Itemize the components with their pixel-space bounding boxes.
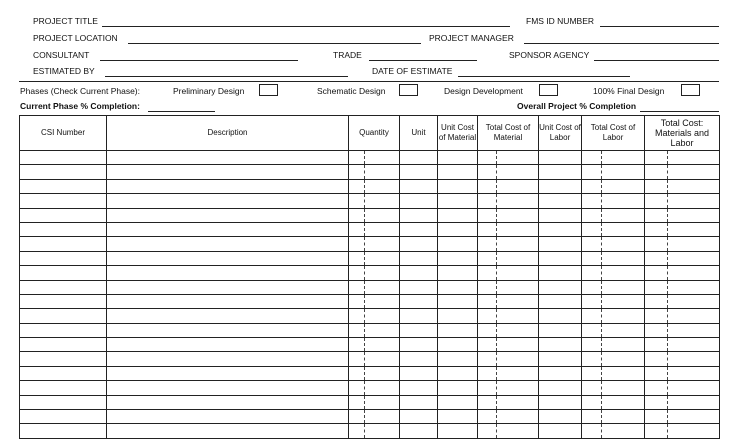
cell-quantity[interactable] xyxy=(349,352,400,366)
cell-total-cost-material[interactable] xyxy=(478,280,539,294)
cell-unit-cost-material[interactable] xyxy=(438,410,478,424)
cell-quantity[interactable] xyxy=(349,194,400,208)
table-row xyxy=(20,381,720,395)
table-row xyxy=(20,410,720,424)
cell-total-cost-labor[interactable] xyxy=(582,251,645,265)
cell-total-cost-material[interactable] xyxy=(478,424,539,438)
trade-field[interactable] xyxy=(369,60,477,61)
cost-estimate-table xyxy=(19,115,720,439)
cell-total-cost-combined[interactable] xyxy=(645,208,720,222)
cell-unit[interactable] xyxy=(400,165,438,179)
cell-total-cost-labor[interactable] xyxy=(582,381,645,395)
divider xyxy=(19,81,719,82)
cell-description[interactable] xyxy=(107,395,349,409)
cell-quantity[interactable] xyxy=(349,266,400,280)
cell-csi-number[interactable] xyxy=(20,208,107,222)
cell-total-cost-combined[interactable] xyxy=(645,165,720,179)
phase-development-label: Design Development xyxy=(444,86,523,96)
cell-total-cost-combined[interactable] xyxy=(645,222,720,236)
cell-csi-number[interactable] xyxy=(20,395,107,409)
cell-description[interactable] xyxy=(107,165,349,179)
cell-unit-cost-material[interactable] xyxy=(438,366,478,380)
cell-unit-cost-material[interactable] xyxy=(438,151,478,165)
cell-total-cost-material[interactable] xyxy=(478,323,539,337)
cell-total-cost-combined[interactable] xyxy=(645,294,720,308)
cell-quantity[interactable] xyxy=(349,251,400,265)
cell-unit-cost-labor[interactable] xyxy=(539,410,582,424)
cell-description[interactable] xyxy=(107,237,349,251)
cell-description[interactable] xyxy=(107,309,349,323)
cell-unit-cost-material[interactable] xyxy=(438,251,478,265)
cell-total-cost-labor[interactable] xyxy=(582,294,645,308)
cell-description[interactable] xyxy=(107,179,349,193)
phase-preliminary-label: Preliminary Design xyxy=(173,86,245,96)
cell-unit-cost-labor[interactable] xyxy=(539,395,582,409)
cell-csi-number[interactable] xyxy=(20,222,107,236)
cell-total-cost-combined[interactable] xyxy=(645,410,720,424)
cell-quantity[interactable] xyxy=(349,179,400,193)
cell-unit[interactable] xyxy=(400,366,438,380)
cell-unit-cost-material[interactable] xyxy=(438,294,478,308)
cell-total-cost-labor[interactable] xyxy=(582,366,645,380)
cell-total-cost-combined[interactable] xyxy=(645,352,720,366)
col-header-description: Description xyxy=(107,116,349,151)
cell-csi-number[interactable] xyxy=(20,294,107,308)
table-row xyxy=(20,237,720,251)
col-header-total-cost-material: Total Cost of Material xyxy=(478,116,539,151)
cell-total-cost-labor[interactable] xyxy=(582,237,645,251)
table-row xyxy=(20,266,720,280)
cell-quantity[interactable] xyxy=(349,309,400,323)
cell-total-cost-labor[interactable] xyxy=(582,179,645,193)
cell-quantity[interactable] xyxy=(349,165,400,179)
cell-unit-cost-labor[interactable] xyxy=(539,165,582,179)
cell-unit-cost-material[interactable] xyxy=(438,194,478,208)
col-header-quantity: Quantity xyxy=(349,116,400,151)
cell-total-cost-material[interactable] xyxy=(478,309,539,323)
cell-unit-cost-labor[interactable] xyxy=(539,352,582,366)
cell-quantity[interactable] xyxy=(349,366,400,380)
project-manager-label: PROJECT MANAGER xyxy=(429,33,514,43)
col-header-unit: Unit xyxy=(400,116,438,151)
project-manager-field[interactable] xyxy=(524,43,719,44)
phase-final-label: 100% Final Design xyxy=(593,86,665,96)
cell-unit-cost-material[interactable] xyxy=(438,338,478,352)
trade-label: TRADE xyxy=(333,50,362,60)
cell-description[interactable] xyxy=(107,208,349,222)
col-header-csi-number: CSI Number xyxy=(20,116,107,151)
cell-unit-cost-material[interactable] xyxy=(438,222,478,236)
cell-total-cost-labor[interactable] xyxy=(582,309,645,323)
table-row xyxy=(20,151,720,165)
date-of-estimate-field[interactable] xyxy=(458,76,630,77)
cell-unit[interactable] xyxy=(400,208,438,222)
sponsor-agency-label: SPONSOR AGENCY xyxy=(509,50,590,60)
cell-unit[interactable] xyxy=(400,280,438,294)
overall-completion-label: Overall Project % Completion xyxy=(517,101,637,111)
cell-quantity[interactable] xyxy=(349,280,400,294)
cell-total-cost-material[interactable] xyxy=(478,410,539,424)
cell-unit-cost-material[interactable] xyxy=(438,352,478,366)
cell-total-cost-labor[interactable] xyxy=(582,194,645,208)
table-row xyxy=(20,280,720,294)
cell-total-cost-material[interactable] xyxy=(478,165,539,179)
cell-unit-cost-material[interactable] xyxy=(438,179,478,193)
cell-unit-cost-material[interactable] xyxy=(438,165,478,179)
cell-total-cost-combined[interactable] xyxy=(645,424,720,438)
phase-preliminary-checkbox[interactable] xyxy=(259,84,278,96)
cell-quantity[interactable] xyxy=(349,222,400,236)
cell-description[interactable] xyxy=(107,410,349,424)
sponsor-agency-field[interactable] xyxy=(594,60,719,61)
cell-unit-cost-labor[interactable] xyxy=(539,280,582,294)
cell-unit-cost-labor[interactable] xyxy=(539,381,582,395)
table-row xyxy=(20,323,720,337)
cell-csi-number[interactable] xyxy=(20,309,107,323)
phase-schematic-checkbox[interactable] xyxy=(399,84,418,96)
cell-unit-cost-labor[interactable] xyxy=(539,222,582,236)
phase-development-checkbox[interactable] xyxy=(539,84,558,96)
cell-total-cost-combined[interactable] xyxy=(645,266,720,280)
cell-total-cost-labor[interactable] xyxy=(582,266,645,280)
cell-description[interactable] xyxy=(107,151,349,165)
cell-unit-cost-labor[interactable] xyxy=(539,266,582,280)
cell-unit-cost-labor[interactable] xyxy=(539,323,582,337)
cell-unit-cost-labor[interactable] xyxy=(539,251,582,265)
cell-total-cost-combined[interactable] xyxy=(645,366,720,380)
table-row xyxy=(20,251,720,265)
cell-unit-cost-material[interactable] xyxy=(438,381,478,395)
fms-id-field[interactable] xyxy=(600,26,719,27)
cell-total-cost-combined[interactable] xyxy=(645,381,720,395)
cell-unit-cost-material[interactable] xyxy=(438,395,478,409)
cell-unit[interactable] xyxy=(400,381,438,395)
cell-csi-number[interactable] xyxy=(20,352,107,366)
cell-unit[interactable] xyxy=(400,352,438,366)
cell-unit-cost-labor[interactable] xyxy=(539,366,582,380)
cell-total-cost-labor[interactable] xyxy=(582,410,645,424)
cell-total-cost-material[interactable] xyxy=(478,266,539,280)
cell-quantity[interactable] xyxy=(349,323,400,337)
table-row xyxy=(20,338,720,352)
cell-unit[interactable] xyxy=(400,251,438,265)
cell-unit[interactable] xyxy=(400,395,438,409)
project-location-field[interactable] xyxy=(128,43,421,44)
estimated-by-field[interactable] xyxy=(105,76,348,77)
cell-csi-number[interactable] xyxy=(20,424,107,438)
cell-quantity[interactable] xyxy=(349,338,400,352)
consultant-field[interactable] xyxy=(100,60,298,61)
cell-total-cost-material[interactable] xyxy=(478,194,539,208)
cell-unit-cost-labor[interactable] xyxy=(539,151,582,165)
table-row xyxy=(20,395,720,409)
cell-unit[interactable] xyxy=(400,266,438,280)
cell-total-cost-material[interactable] xyxy=(478,395,539,409)
cell-quantity[interactable] xyxy=(349,395,400,409)
table-header-row xyxy=(20,116,720,151)
cell-total-cost-labor[interactable] xyxy=(582,222,645,236)
cell-total-cost-labor[interactable] xyxy=(582,338,645,352)
col-header-unit-cost-material: Unit Cost of Material xyxy=(438,116,478,151)
cell-csi-number[interactable] xyxy=(20,266,107,280)
cell-unit-cost-material[interactable] xyxy=(438,424,478,438)
cell-unit[interactable] xyxy=(400,338,438,352)
cell-description[interactable] xyxy=(107,366,349,380)
table-row xyxy=(20,294,720,308)
cell-csi-number[interactable] xyxy=(20,323,107,337)
cell-total-cost-labor[interactable] xyxy=(582,323,645,337)
col-header-unit-cost-labor: Unit Cost of Labor xyxy=(539,116,582,151)
cell-unit[interactable] xyxy=(400,410,438,424)
cell-description[interactable] xyxy=(107,323,349,337)
cell-quantity[interactable] xyxy=(349,237,400,251)
cell-total-cost-material[interactable] xyxy=(478,366,539,380)
table-row xyxy=(20,208,720,222)
table-row xyxy=(20,309,720,323)
project-location-label: PROJECT LOCATION xyxy=(33,33,118,43)
cell-unit-cost-labor[interactable] xyxy=(539,237,582,251)
cell-unit[interactable] xyxy=(400,309,438,323)
cell-description[interactable] xyxy=(107,194,349,208)
table-row xyxy=(20,352,720,366)
cell-unit[interactable] xyxy=(400,323,438,337)
cell-unit[interactable] xyxy=(400,237,438,251)
cell-description[interactable] xyxy=(107,338,349,352)
cell-total-cost-combined[interactable] xyxy=(645,338,720,352)
cell-csi-number[interactable] xyxy=(20,237,107,251)
cell-total-cost-material[interactable] xyxy=(478,352,539,366)
cell-total-cost-material[interactable] xyxy=(478,381,539,395)
cell-description[interactable] xyxy=(107,251,349,265)
cell-quantity[interactable] xyxy=(349,208,400,222)
table-row xyxy=(20,165,720,179)
cell-csi-number[interactable] xyxy=(20,410,107,424)
col-header-total-cost-labor: Total Cost of Labor xyxy=(582,116,645,151)
cell-csi-number[interactable] xyxy=(20,251,107,265)
cell-quantity[interactable] xyxy=(349,424,400,438)
cell-total-cost-combined[interactable] xyxy=(645,251,720,265)
consultant-label: CONSULTANT xyxy=(33,50,90,60)
cell-total-cost-labor[interactable] xyxy=(582,165,645,179)
cell-quantity[interactable] xyxy=(349,151,400,165)
cell-unit-cost-material[interactable] xyxy=(438,237,478,251)
cell-unit-cost-labor[interactable] xyxy=(539,179,582,193)
col-header-total-cost-combined: Total Cost: Materials and Labor xyxy=(645,116,720,151)
cell-quantity[interactable] xyxy=(349,381,400,395)
cell-total-cost-material[interactable] xyxy=(478,151,539,165)
cell-total-cost-labor[interactable] xyxy=(582,208,645,222)
overall-completion-field[interactable] xyxy=(640,111,719,112)
cell-unit-cost-labor[interactable] xyxy=(539,294,582,308)
table-row xyxy=(20,366,720,380)
cell-total-cost-labor[interactable] xyxy=(582,395,645,409)
date-of-estimate-label: DATE OF ESTIMATE xyxy=(372,66,453,76)
cell-csi-number[interactable] xyxy=(20,381,107,395)
cell-total-cost-material[interactable] xyxy=(478,294,539,308)
cell-unit-cost-material[interactable] xyxy=(438,309,478,323)
cell-unit[interactable] xyxy=(400,151,438,165)
cell-unit-cost-labor[interactable] xyxy=(539,338,582,352)
cell-csi-number[interactable] xyxy=(20,338,107,352)
cell-total-cost-material[interactable] xyxy=(478,338,539,352)
cell-unit-cost-material[interactable] xyxy=(438,323,478,337)
cell-description[interactable] xyxy=(107,424,349,438)
cell-csi-number[interactable] xyxy=(20,194,107,208)
phases-label: Phases (Check Current Phase): xyxy=(20,86,140,96)
cell-total-cost-labor[interactable] xyxy=(582,352,645,366)
current-phase-completion-label: Current Phase % Completion: xyxy=(20,101,140,111)
cell-unit-cost-material[interactable] xyxy=(438,280,478,294)
table-row xyxy=(20,194,720,208)
cell-quantity[interactable] xyxy=(349,294,400,308)
cell-total-cost-combined[interactable] xyxy=(645,309,720,323)
cell-total-cost-combined[interactable] xyxy=(645,323,720,337)
cell-unit-cost-labor[interactable] xyxy=(539,309,582,323)
cell-unit[interactable] xyxy=(400,222,438,236)
current-phase-completion-field[interactable] xyxy=(148,111,215,112)
cell-total-cost-material[interactable] xyxy=(478,222,539,236)
cell-description[interactable] xyxy=(107,294,349,308)
cell-unit[interactable] xyxy=(400,424,438,438)
cell-unit-cost-material[interactable] xyxy=(438,266,478,280)
estimated-by-label: ESTIMATED BY xyxy=(33,66,95,76)
cell-total-cost-combined[interactable] xyxy=(645,280,720,294)
cell-total-cost-combined[interactable] xyxy=(645,237,720,251)
cell-description[interactable] xyxy=(107,266,349,280)
phase-schematic-label: Schematic Design xyxy=(317,86,386,96)
cell-csi-number[interactable] xyxy=(20,165,107,179)
cell-description[interactable] xyxy=(107,381,349,395)
cell-unit-cost-labor[interactable] xyxy=(539,424,582,438)
cell-csi-number[interactable] xyxy=(20,179,107,193)
cell-unit-cost-material[interactable] xyxy=(438,208,478,222)
table-row xyxy=(20,179,720,193)
cell-description[interactable] xyxy=(107,222,349,236)
cell-description[interactable] xyxy=(107,352,349,366)
cell-unit[interactable] xyxy=(400,294,438,308)
cell-total-cost-material[interactable] xyxy=(478,251,539,265)
cell-total-cost-combined[interactable] xyxy=(645,395,720,409)
cell-unit-cost-labor[interactable] xyxy=(539,208,582,222)
project-title-field[interactable] xyxy=(102,26,510,27)
cell-unit[interactable] xyxy=(400,179,438,193)
cell-total-cost-material[interactable] xyxy=(478,237,539,251)
table-row xyxy=(20,424,720,438)
table-row xyxy=(20,222,720,236)
cell-csi-number[interactable] xyxy=(20,280,107,294)
project-title-label: PROJECT TITLE xyxy=(33,16,98,26)
cell-total-cost-combined[interactable] xyxy=(645,151,720,165)
cell-total-cost-labor[interactable] xyxy=(582,151,645,165)
phase-final-checkbox[interactable] xyxy=(681,84,700,96)
cell-total-cost-material[interactable] xyxy=(478,208,539,222)
cell-unit[interactable] xyxy=(400,194,438,208)
fms-id-label: FMS ID NUMBER xyxy=(526,16,594,26)
cell-total-cost-combined[interactable] xyxy=(645,194,720,208)
cell-total-cost-combined[interactable] xyxy=(645,179,720,193)
cell-csi-number[interactable] xyxy=(20,366,107,380)
cell-csi-number[interactable] xyxy=(20,151,107,165)
cell-total-cost-material[interactable] xyxy=(478,179,539,193)
cell-quantity[interactable] xyxy=(349,410,400,424)
cell-description[interactable] xyxy=(107,280,349,294)
cell-total-cost-labor[interactable] xyxy=(582,424,645,438)
cell-unit-cost-labor[interactable] xyxy=(539,194,582,208)
cell-total-cost-labor[interactable] xyxy=(582,280,645,294)
